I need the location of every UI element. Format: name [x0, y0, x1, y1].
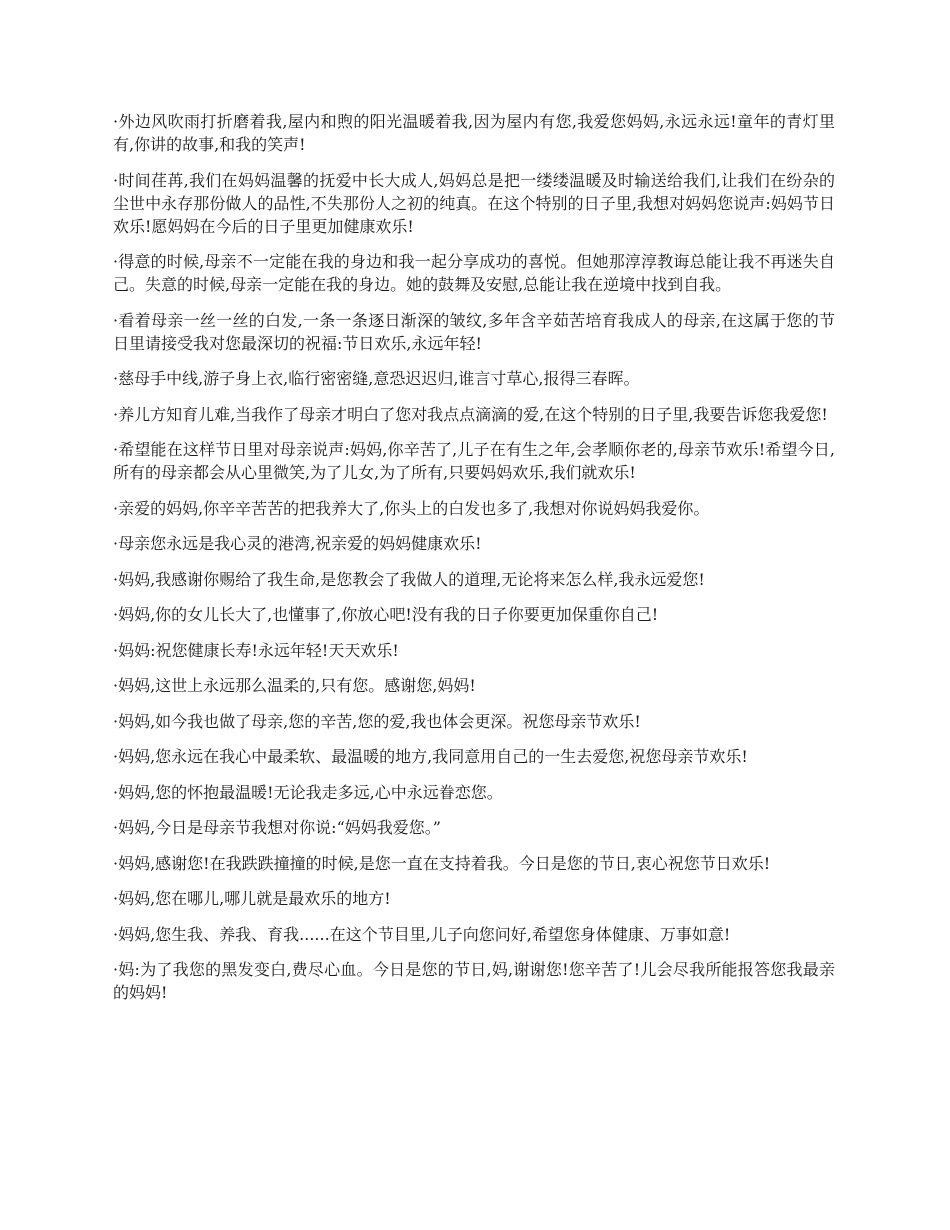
paragraph-10: ·妈妈,我感谢你赐给了我生命,是您教会了我做人的道理,无论将来怎么样,我永远爱您!: [113, 569, 705, 589]
document-page: [113, 110, 835, 1017]
paragraph-7: ·希望能在这样节日里对母亲说声:妈妈,你辛苦了,儿子在有生之年,会孝顺你老的,母亲节欢乐!希望今日,所有的母亲都会从心里微笑,为了儿女,为了所有,只要妈妈欢乐,我们就欢乐!: [113, 440, 835, 482]
paragraph-8: ·亲爱的妈妈,你辛辛苦苦的把我养大了,你头上的白发也多了,我想对你说妈妈我爱你。: [113, 498, 710, 518]
paragraph-14: ·妈妈,如今我也做了母亲,您的辛苦,您的爱,我也体会更深。祝您母亲节欢乐!: [113, 711, 641, 731]
paragraph-16: ·妈妈,您的怀抱最温暖!无论我走多远,心中永远眷恋您。: [113, 782, 503, 802]
paragraph-15: ·妈妈,您永远在我心中最柔软、最温暖的地方,我同意用自己的一生去爱您,祝您母亲节欢乐!: [113, 747, 748, 766]
paragraph-3: ·得意的时候,母亲不一定能在我的身边和我一起分享成功的喜悦。但她那淳淳教诲总能让我不再迷失自己。失意的时候,母亲一定能在我的身边。她的鼓舞及安慰,总能让我在逆境中找到自我。: [113, 252, 835, 294]
paragraph-4: ·看着母亲一丝一丝的白发,一条一条逐日渐深的皱纹,多年含辛茹苦培育我成人的母亲,在这属于您的节日里请接受我对您最深切的祝福:节日欢乐,永远年轻!: [113, 310, 835, 353]
paragraph-19: ·妈妈,您在哪儿,哪儿就是最欢乐的地方!: [113, 889, 391, 908]
paragraph-12: ·妈妈:祝您健康长寿!永远年轻!天天欢乐!: [113, 640, 399, 660]
paragraph-21: ·妈:为了我您的黑发变白,费尽心血。今日是您的节日,妈,谢谢您!您辛苦了!儿会尽我所能报答您我最亲的妈妈!: [113, 960, 835, 1002]
paragraph-20: ·妈妈,您生我、养我、育我......在这个节目里,儿子向您问好,希望您身体健康、万事如意!: [113, 924, 731, 944]
paragraph-9: ·母亲您永远是我心灵的港湾,祝亲爱的妈妈健康欢乐!: [113, 534, 482, 553]
paragraph-13: ·妈妈,这世上永远那么温柔的,只有您。感谢您,妈妈!: [113, 676, 476, 695]
paragraph-1: ·外边风吹雨打折磨着我,屋内和煦的阳光温暖着我,因为屋内有您,我爱您妈妈,永远永远!童年的青灯里有,你讲的故事,和我的笑声!: [113, 112, 835, 154]
paragraph-5: ·慈母手中线,游子身上衣,临行密密缝,意恐迟迟归,谁言寸草心,报得三春晖。: [113, 369, 640, 388]
paragraph-17: ·妈妈,今日是母亲节我想对你说:“妈妈我爱您。”: [113, 818, 441, 837]
paragraph-6: ·养儿方知育儿难,当我作了母亲才明白了您对我点点滴滴的爱,在这个特别的日子里,我要告诉您我爱您!: [113, 404, 828, 424]
paragraph-2: ·时间荏苒,我们在妈妈温馨的抚爱中长大成人,妈妈总是把一缕缕温暖及时输送给我们,让我们在纷杂的尘世中永存那份做人的品性,不失那份人之初的纯真。在这个特别的日子里,我想对妈妈您说声:妈妈节日欢乐!愿妈妈在今后的日子里更加健康欢乐!: [113, 170, 835, 236]
paragraph-11: ·妈妈,你的女儿长大了,也懂事了,你放心吧!没有我的日子你要更加保重你自己!: [113, 605, 659, 624]
paragraph-18: ·妈妈,感谢您!在我跌跌撞撞的时候,是您一直在支持着我。今日是您的节日,衷心祝您节日欢乐!: [113, 853, 771, 873]
